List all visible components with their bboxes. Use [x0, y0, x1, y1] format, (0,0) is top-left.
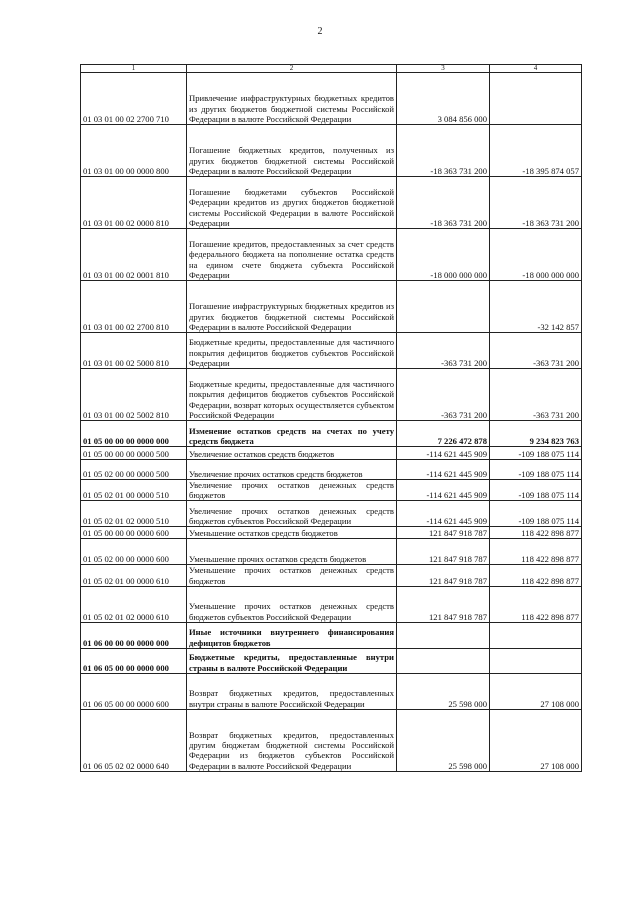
- table-row: [81, 480, 582, 501]
- header-col-1: 1: [81, 65, 187, 73]
- table-row: [81, 229, 582, 281]
- budget-code-cell: 01 05 02 01 02 0000 610: [81, 586, 187, 622]
- amount-col-3-cell: -18 000 000 000: [397, 229, 490, 281]
- budget-code-cell: 01 03 01 00 02 5002 810: [81, 369, 187, 421]
- description-cell: Погашение кредитов, предоставленных за счет средств федерального бюджета на пополнение остатка средств на едином счете бюджета субъекта Российской Федерации: [187, 229, 397, 281]
- amount-col-3-cell: -18 363 731 200: [397, 125, 490, 177]
- budget-code-cell: 01 03 01 00 02 0000 810: [81, 177, 187, 229]
- budget-code-cell: 01 05 02 00 00 0000 500: [81, 460, 187, 480]
- budget-code-cell: 01 06 05 00 00 0000 000: [81, 648, 187, 673]
- amount-col-4-cell: 118 422 898 877: [490, 539, 582, 565]
- budget-code-cell: 01 03 01 00 02 5000 810: [81, 333, 187, 369]
- amount-col-3-cell: [397, 622, 490, 648]
- budget-code-cell: 01 03 01 00 02 2700 710: [81, 73, 187, 125]
- amount-col-4-cell: [490, 73, 582, 125]
- amount-col-3-cell: 25 598 000: [397, 673, 490, 709]
- table-row: [81, 673, 582, 709]
- amount-col-3-cell: -363 731 200: [397, 369, 490, 421]
- amount-col-3-cell: 121 847 918 787: [397, 586, 490, 622]
- amount-col-4-cell: -18 395 874 057: [490, 125, 582, 177]
- budget-code-cell: 01 03 01 00 00 0000 800: [81, 125, 187, 177]
- table-row: [81, 369, 582, 421]
- description-cell: Уменьшение прочих остатков денежных средств бюджетов: [187, 565, 397, 586]
- description-cell: Увеличение прочих остатков денежных средств бюджетов: [187, 480, 397, 501]
- description-cell: Уменьшение прочих остатков денежных средств бюджетов субъектов Российской Федерации: [187, 586, 397, 622]
- description-cell: Возврат бюджетных кредитов, предоставленных другим бюджетам бюджетной системы Российской Федерации из бюджетов субъектов Российской Федерации в валюте Российской Федерации: [187, 709, 397, 771]
- budget-code-cell: 01 05 02 01 02 0000 510: [81, 501, 187, 527]
- budget-code-cell: 01 05 00 00 00 0000 000: [81, 421, 187, 447]
- budget-code-cell: 01 06 05 02 02 0000 640: [81, 709, 187, 771]
- table-row: [81, 586, 582, 622]
- amount-col-4-cell: -109 188 075 114: [490, 501, 582, 527]
- budget-code-cell: 01 03 01 00 02 0001 810: [81, 229, 187, 281]
- budget-code-cell: 01 06 05 00 00 0000 600: [81, 673, 187, 709]
- table-row: [81, 709, 582, 771]
- budget-code-cell: 01 05 00 00 00 0000 600: [81, 527, 187, 539]
- amount-col-3-cell: 121 847 918 787: [397, 527, 490, 539]
- page-number: 2: [317, 26, 323, 37]
- amount-col-3-cell: 7 226 472 878: [397, 421, 490, 447]
- budget-sources-table: [80, 64, 582, 772]
- amount-col-3-cell: -114 621 445 909: [397, 460, 490, 480]
- table-row: [81, 73, 582, 125]
- amount-col-3-cell: 3 084 856 000: [397, 73, 490, 125]
- amount-col-4-cell: -18 363 731 200: [490, 177, 582, 229]
- budget-code-cell: 01 03 01 00 02 2700 810: [81, 281, 187, 333]
- description-cell: Бюджетные кредиты, предоставленные для частичного покрытия дефицитов бюджетов субъектов Российской Федерации, возврат которых осуществляется субъектом Российской Федерации: [187, 369, 397, 421]
- table-row: [81, 447, 582, 460]
- amount-col-3-cell: -114 621 445 909: [397, 447, 490, 460]
- description-cell: Бюджетные кредиты, предоставленные для частичного покрытия дефицитов бюджетов субъектов Российской Федерации: [187, 333, 397, 369]
- amount-col-3-cell: -18 363 731 200: [397, 177, 490, 229]
- amount-col-4-cell: -109 188 075 114: [490, 480, 582, 501]
- description-cell: Увеличение прочих остатков средств бюджетов: [187, 460, 397, 480]
- table-row: [81, 539, 582, 565]
- amount-col-4-cell: -109 188 075 114: [490, 460, 582, 480]
- amount-col-4-cell: -363 731 200: [490, 333, 582, 369]
- amount-col-4-cell: 9 234 823 763: [490, 421, 582, 447]
- table-row: [81, 460, 582, 480]
- column-number-header: [81, 65, 582, 73]
- table-row: [81, 622, 582, 648]
- table-row: [81, 125, 582, 177]
- budget-code-cell: 01 05 00 00 00 0000 500: [81, 447, 187, 460]
- header-col-3: 3: [397, 65, 490, 73]
- amount-col-3-cell: [397, 648, 490, 673]
- amount-col-4-cell: -363 731 200: [490, 369, 582, 421]
- table-row: [81, 281, 582, 333]
- table-row: [81, 565, 582, 586]
- description-cell: Погашение бюджетных кредитов, полученных из других бюджетов бюджетной системы Российской Федерации в валюте Российской Федерации: [187, 125, 397, 177]
- description-cell: Возврат бюджетных кредитов, предоставленных внутри страны в валюте Российской Федерации: [187, 673, 397, 709]
- amount-col-4-cell: -18 000 000 000: [490, 229, 582, 281]
- description-cell: Уменьшение прочих остатков средств бюджетов: [187, 539, 397, 565]
- description-cell: Погашение инфраструктурных бюджетных кредитов из других бюджетов бюджетной системы Российской Федерации в валюте Российской Федерации: [187, 281, 397, 333]
- description-cell: Привлечение инфраструктурных бюджетных кредитов из других бюджетов бюджетной системы Российской Федерации в валюте Российской Федерации: [187, 73, 397, 125]
- description-cell: Бюджетные кредиты, предоставленные внутри страны в валюте Российской Федерации: [187, 648, 397, 673]
- amount-col-3-cell: -363 731 200: [397, 333, 490, 369]
- header-col-4: 4: [490, 65, 582, 73]
- amount-col-4-cell: 118 422 898 877: [490, 565, 582, 586]
- amount-col-3-cell: -114 621 445 909: [397, 501, 490, 527]
- amount-col-3-cell: 121 847 918 787: [397, 539, 490, 565]
- table-row: [81, 501, 582, 527]
- amount-col-4-cell: [490, 622, 582, 648]
- description-cell: Увеличение остатков средств бюджетов: [187, 447, 397, 460]
- budget-code-cell: 01 05 02 00 00 0000 600: [81, 539, 187, 565]
- table-row: [81, 333, 582, 369]
- header-col-2: 2: [187, 65, 397, 73]
- table-row: [81, 648, 582, 673]
- budget-code-cell: 01 06 00 00 00 0000 000: [81, 622, 187, 648]
- description-cell: Изменение остатков средств на счетах по учету средств бюджета: [187, 421, 397, 447]
- table-row: [81, 527, 582, 539]
- amount-col-4-cell: 27 108 000: [490, 673, 582, 709]
- amount-col-4-cell: -32 142 857: [490, 281, 582, 333]
- description-cell: Уменьшение остатков средств бюджетов: [187, 527, 397, 539]
- amount-col-3-cell: 121 847 918 787: [397, 565, 490, 586]
- amount-col-4-cell: 118 422 898 877: [490, 586, 582, 622]
- amount-col-4-cell: [490, 648, 582, 673]
- amount-col-4-cell: -109 188 075 114: [490, 447, 582, 460]
- table-row: [81, 421, 582, 447]
- description-cell: Иные источники внутреннего финансирования дефицитов бюджетов: [187, 622, 397, 648]
- description-cell: Погашение бюджетами субъектов Российской Федерации кредитов из других бюджетов бюджетной системы Российской Федерации в валюте Российской Федерации: [187, 177, 397, 229]
- description-cell: Увеличение прочих остатков денежных средств бюджетов субъектов Российской Федерации: [187, 501, 397, 527]
- table-row: [81, 177, 582, 229]
- amount-col-3-cell: [397, 281, 490, 333]
- amount-col-4-cell: 27 108 000: [490, 709, 582, 771]
- amount-col-4-cell: 118 422 898 877: [490, 527, 582, 539]
- budget-code-cell: 01 05 02 01 00 0000 510: [81, 480, 187, 501]
- amount-col-3-cell: -114 621 445 909: [397, 480, 490, 501]
- budget-code-cell: 01 05 02 01 00 0000 610: [81, 565, 187, 586]
- amount-col-3-cell: 25 598 000: [397, 709, 490, 771]
